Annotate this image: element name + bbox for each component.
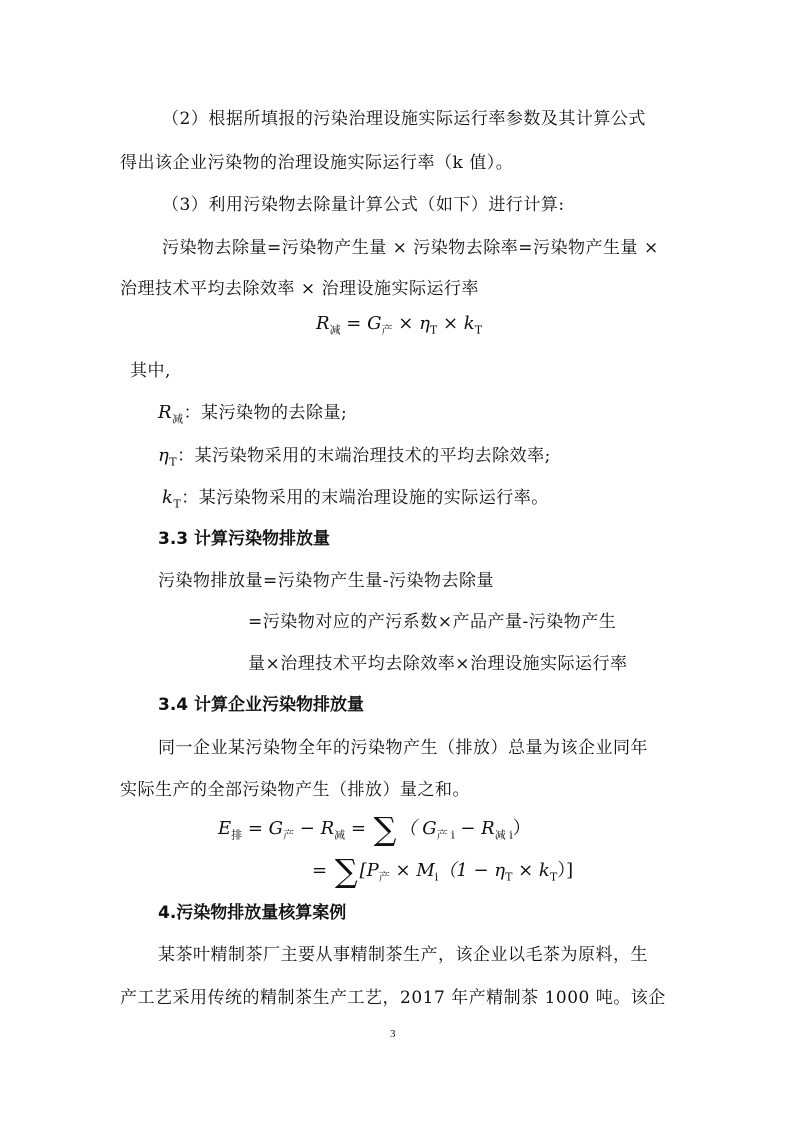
paragraph-line: （2）根据所填报的污染治理设施实际运行率参数及其计算公式 <box>162 109 646 129</box>
summation-symbol: ∑ <box>334 852 358 890</box>
emission-formula-line1: $E_排 = G_产 - R_减$ = ∑ （ $G_{产 i} - R_{减 i}$） <box>218 810 531 848</box>
page-number: 3 <box>390 1028 396 1040</box>
paragraph-line: 某茶叶精制茶厂主要从事精制茶生产，该企业以毛茶为原料，生 <box>158 945 648 965</box>
paragraph-line: 治理技术平均去除效率 × 治理设施实际运行率 <box>120 279 480 299</box>
paragraph-line: 产工艺采用传统的精制茶生产工艺，2017 年产精制茶 1000 吨。该企 <box>120 988 666 1008</box>
paragraph-line: 污染物排放量=污染物产生量-污染物去除量 <box>158 571 494 591</box>
summation-symbol: ∑ <box>373 810 397 848</box>
paragraph-line: （3）利用污染物去除量计算公式（如下）进行计算: <box>162 195 565 215</box>
paragraph-line: 污染物去除量=污染物产生量 × 污染物去除率=污染物产生量 × <box>162 238 659 258</box>
paragraph-line: =污染物对应的产污系数×产品产量-污染物产生 <box>248 612 617 632</box>
removal-formula: $R_减 = G_产 \times \eta_T \times k_T$ <box>316 313 483 337</box>
definition-k: $k_T$：某污染物采用的末端治理设施的实际运行率。 <box>162 487 549 511</box>
section-heading: 3.3 计算污染物排放量 <box>158 529 331 549</box>
section-heading: 4.污染物排放量核算案例 <box>158 903 347 923</box>
paragraph-line: 同一企业某污染物全年的污染物产生（排放）总量为该企业同年 <box>158 738 648 758</box>
emission-formula-line2: = ∑ $[P_产 \times M_i(1 - \eta_T \times k_T)]$ <box>312 852 574 890</box>
definition-r: $R_减$：某污染物的去除量; <box>158 402 348 426</box>
section-heading: 3.4 计算企业污染物排放量 <box>158 695 365 715</box>
paragraph-line: 其中, <box>130 361 171 381</box>
definition-eta: $\eta_T$：某污染物采用的末端治理技术的平均去除效率; <box>158 445 551 469</box>
paragraph-line: 量×治理技术平均去除效率×治理设施实际运行率 <box>248 654 628 674</box>
paragraph-line: 得出该企业污染物的治理设施实际运行率（k 值）。 <box>120 153 514 173</box>
paragraph-line: 实际生产的全部污染物产生（排放）量之和。 <box>120 780 470 800</box>
